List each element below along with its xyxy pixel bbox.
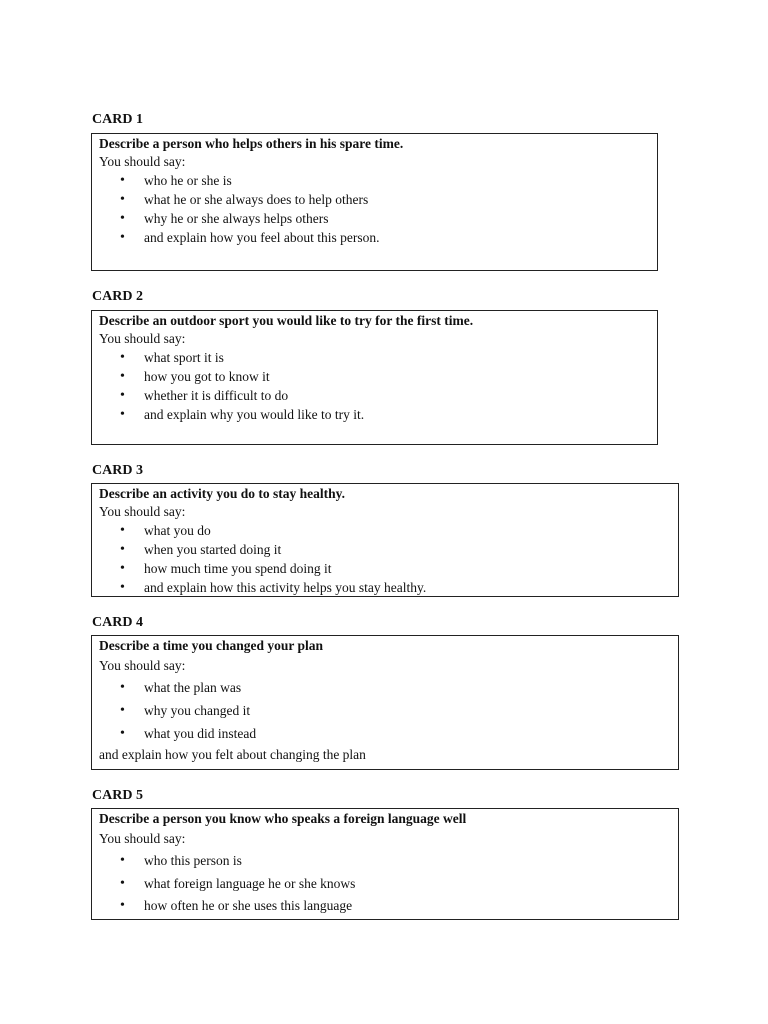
list-item: • what foreign language he or she knows	[99, 873, 678, 896]
card-4-closing-line: and explain how you felt about changing the plan	[99, 747, 366, 762]
list-item: • what he or she always does to help others	[120, 192, 369, 207]
bullet-icon: •	[120, 853, 125, 868]
list-item: • why you changed it	[99, 699, 678, 722]
bullet-icon: •	[120, 173, 125, 188]
card-2-title: Describe an outdoor sport you would like to try for the first time.	[99, 313, 474, 328]
bullet-icon: •	[120, 580, 125, 595]
bullet-icon: •	[120, 542, 125, 557]
card-2-list	[99, 348, 657, 424]
bullet-icon: •	[120, 350, 125, 365]
card-3-box	[91, 483, 679, 597]
bullet-icon: •	[120, 192, 125, 207]
list-item: • who he or she is	[120, 173, 232, 188]
card-5-box	[91, 808, 679, 920]
card-3-list	[99, 521, 678, 597]
bullet-icon: •	[120, 388, 125, 403]
bullet-icon: •	[120, 211, 125, 226]
bullet-icon: •	[120, 230, 125, 245]
list-item: • who this person is	[99, 850, 678, 873]
card-5-list	[99, 850, 678, 918]
card-4-box	[91, 635, 679, 770]
card-2-box	[91, 310, 658, 445]
card-3-prompt: You should say:	[99, 504, 186, 519]
list-item: • why he or she always helps others	[120, 211, 329, 226]
list-item: • what the plan was	[99, 676, 678, 699]
card-1-label: CARD 1	[92, 112, 143, 127]
list-item: • how much time you spend doing it	[120, 561, 332, 576]
bullet-icon: •	[120, 726, 125, 741]
list-item: • whether it is difficult to do	[120, 388, 289, 403]
list-item: • what sport it is	[120, 350, 224, 365]
list-item: • and explain how you feel about this person.	[120, 230, 380, 245]
list-item: • when you started doing it	[120, 542, 282, 557]
bullet-icon: •	[120, 703, 125, 718]
list-item: • what you do	[120, 523, 211, 538]
card-5-label: CARD 5	[92, 788, 143, 803]
bullet-icon: •	[120, 369, 125, 384]
card-4-title: Describe a time you changed your plan	[99, 638, 324, 653]
card-2-label: CARD 2	[92, 289, 143, 304]
bullet-icon: •	[120, 407, 125, 422]
card-5-title: Describe a person you know who speaks a foreign language well	[99, 811, 467, 826]
card-3-title: Describe an activity you do to stay healthy.	[99, 486, 345, 501]
card-1-title: Describe a person who helps others in his spare time.	[99, 136, 404, 151]
card-1-box	[91, 133, 658, 271]
card-1-prompt: You should say:	[99, 154, 186, 169]
card-4-label: CARD 4	[92, 615, 143, 630]
card-5-prompt: You should say:	[99, 831, 186, 846]
list-item: • how you got to know it	[120, 369, 270, 384]
bullet-icon: •	[120, 680, 125, 695]
list-item: • how often he or she uses this language	[99, 895, 678, 918]
bullet-icon: •	[120, 523, 125, 538]
list-item: • and explain how this activity helps you stay healthy.	[120, 580, 427, 595]
bullet-icon: •	[120, 875, 125, 891]
list-item: • what you did instead	[99, 722, 678, 745]
bullet-icon: •	[120, 561, 125, 576]
card-4-list	[99, 676, 678, 745]
card-2-prompt: You should say:	[99, 331, 186, 346]
bullet-icon: •	[120, 898, 125, 913]
card-1-list	[99, 171, 657, 247]
list-item: • and explain why you would like to try it.	[120, 407, 365, 422]
card-3-label: CARD 3	[92, 463, 143, 478]
card-4-prompt: You should say:	[99, 658, 186, 673]
